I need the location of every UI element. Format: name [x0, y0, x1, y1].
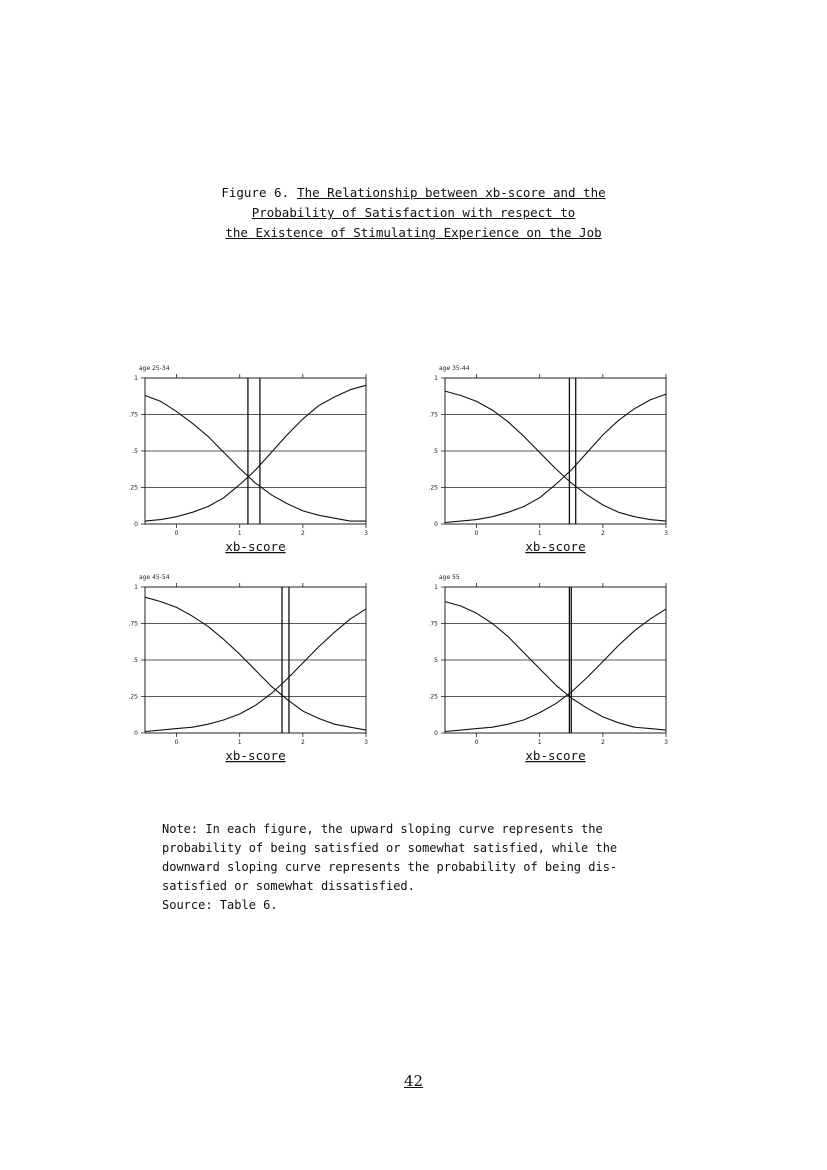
x-axis-label: xb-score — [525, 748, 586, 763]
curve-upward — [445, 394, 666, 522]
panel-label: age 55 — [439, 574, 460, 581]
panel-label: age 25-34 — [139, 365, 170, 372]
curve-downward — [445, 602, 666, 731]
x-tick-label: 0 — [174, 739, 179, 746]
y-tick-label: .75 — [128, 620, 138, 628]
chart-panel-age-25-34 — [128, 360, 372, 560]
panel-label: age 35-44 — [439, 365, 470, 372]
y-tick-label: .5 — [432, 657, 438, 664]
y-tick-label: 1 — [434, 375, 438, 382]
x-tick-label: 3 — [664, 530, 668, 537]
x-tick-label: 3 — [664, 739, 668, 746]
y-tick-label: 1 — [134, 584, 138, 591]
chart-panel-age-45-54 — [128, 569, 372, 769]
y-tick-label: 1 — [134, 375, 138, 382]
x-tick-label: 0 — [174, 530, 179, 537]
y-tick-label: .5 — [432, 448, 438, 455]
y-tick-label: 0 — [134, 730, 138, 737]
x-tick-label: 0 — [474, 530, 479, 537]
chart-panel-age-55 — [428, 569, 672, 769]
x-tick-label: 2 — [300, 530, 305, 537]
y-tick-label: 0 — [434, 730, 438, 737]
figure-title-line-1 — [0, 183, 827, 203]
figure-label: Figure 6. — [221, 185, 290, 200]
y-tick-label: .25 — [428, 484, 438, 492]
x-tick-label: 2 — [600, 739, 605, 746]
curve-upward — [445, 609, 666, 732]
figure-title-text-1: The Relationship between xb-score and the — [297, 185, 606, 200]
chart-svg — [128, 569, 372, 769]
x-tick-label: 1 — [537, 739, 542, 746]
chart-panel-age-35-44 — [428, 360, 672, 560]
figure-note: Note: In each figure, the upward sloping curve represents the probability of being satisfied or somewhat satisfied, while the downward sloping curve represents the probability of being dis- satisfied or somewhat dissatisfied. Source: Table 6. — [162, 822, 618, 912]
y-tick-label: .75 — [428, 411, 438, 419]
y-tick-label: .25 — [128, 693, 138, 701]
page-number: 42 — [403, 1072, 424, 1090]
x-tick-label: 1 — [237, 739, 242, 746]
x-tick-label: 3 — [364, 739, 368, 746]
chart-svg — [128, 360, 372, 560]
x-tick-label: 2 — [300, 739, 305, 746]
chart-svg — [428, 569, 672, 769]
x-tick-label: 2 — [600, 530, 605, 537]
x-axis-label: xb-score — [525, 539, 586, 554]
y-tick-label: .75 — [128, 411, 138, 419]
x-tick-label: 1 — [537, 530, 542, 537]
x-axis-label: xb-score — [225, 539, 286, 554]
y-tick-label: 0 — [434, 521, 438, 528]
curve-downward — [445, 391, 666, 521]
figure-title-line-2: Probability of Satisfaction with respect to — [251, 205, 576, 220]
y-tick-label: .25 — [128, 484, 138, 492]
y-tick-label: .75 — [428, 620, 438, 628]
x-tick-label: 0 — [474, 739, 479, 746]
y-tick-label: 0 — [134, 521, 138, 528]
y-tick-label: .5 — [132, 657, 138, 664]
x-tick-label: 1 — [237, 530, 242, 537]
y-tick-label: 1 — [434, 584, 438, 591]
curve-upward — [145, 385, 366, 521]
x-tick-label: 3 — [364, 530, 368, 537]
curve-downward — [145, 597, 366, 730]
figure-title-line-3: the Existence of Stimulating Experience on the Job — [225, 225, 602, 240]
x-axis-label: xb-score — [225, 748, 286, 763]
figure-title — [0, 183, 827, 243]
panel-label: age 45-54 — [139, 574, 170, 581]
y-tick-label: .5 — [132, 448, 138, 455]
y-tick-label: .25 — [428, 693, 438, 701]
chart-svg — [428, 360, 672, 560]
